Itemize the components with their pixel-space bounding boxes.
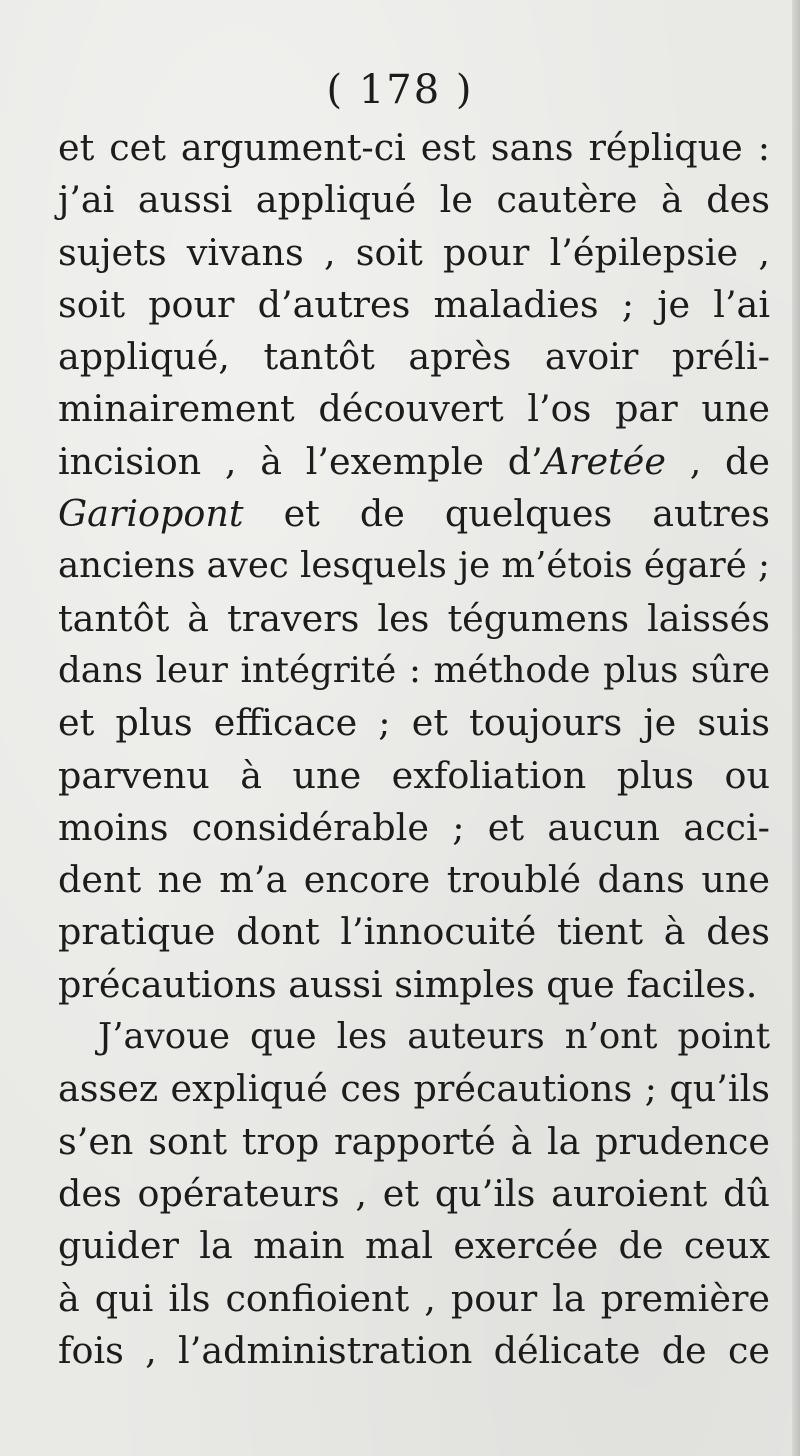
text-run: et plus efficace ; et toujours je suis <box>58 701 770 745</box>
text-run: j’ai aussi appliqué le cautère à des <box>58 178 770 222</box>
text-run: s’en sont trop rapporté à la prudence <box>58 1119 770 1163</box>
text-line <box>58 1220 770 1272</box>
text-line <box>58 1063 770 1115</box>
text-line <box>58 227 770 279</box>
page-edge-shadow <box>792 0 800 1456</box>
text-run: dans leur intégrité : méthode plus sûre <box>58 649 770 691</box>
text-line <box>58 593 770 645</box>
text-run: anciens avec lesquels je m’étois égaré ; <box>58 545 770 587</box>
page-number: ( 178 ) <box>326 67 474 113</box>
text-line <box>58 1273 770 1325</box>
text-run: assez expliqué ces précautions ; qu’ils <box>58 1067 770 1111</box>
body-text <box>58 122 770 1377</box>
text-line <box>58 122 770 174</box>
text-line <box>58 1011 770 1063</box>
text-run: à qui ils confioient , pour la première <box>58 1276 770 1320</box>
text-run: tantôt à travers les tégumens laissés <box>58 596 770 640</box>
text-line <box>58 279 770 331</box>
italic-name: Aretée <box>542 439 666 483</box>
text-line <box>58 750 770 802</box>
text-run: minairement découvert l’os par une <box>58 387 770 431</box>
text-run: parvenu à une exfoliation plus ou <box>58 753 770 797</box>
text-line <box>58 331 770 383</box>
italic-name: Gariopont <box>58 492 244 536</box>
text-run: , de <box>665 439 770 483</box>
text-line <box>58 383 770 435</box>
text-line <box>58 174 770 226</box>
text-run: des opérateurs , et qu’ils auroient dû <box>58 1171 770 1215</box>
text-line <box>58 540 770 592</box>
text-run: et cet argument-ci est sans réplique : <box>58 126 770 169</box>
text-run: et de quelques autres <box>243 492 770 536</box>
text-run: pratique dont l’innocuité tient à des <box>58 910 770 954</box>
text-line <box>58 1116 770 1168</box>
text-run: précautions aussi simples que faciles. <box>58 962 758 1006</box>
text-line <box>58 802 770 854</box>
text-run: appliqué, tantôt après avoir préli- <box>58 335 770 379</box>
text-run: moins considérable ; et aucun acci- <box>58 805 770 849</box>
text-line <box>58 854 770 906</box>
text-line <box>58 697 770 749</box>
text-run: fois , l’administration délicate de ce <box>58 1328 770 1372</box>
text-run: dent ne m’a encore troublé dans une <box>58 858 770 902</box>
text-line <box>58 906 770 958</box>
text-run: soit pour d’autres maladies ; je l’ai <box>58 282 770 326</box>
text-run: incision , à l’exemple d’ <box>58 439 543 483</box>
text-line <box>58 959 770 1011</box>
text-run: J’avoue que les auteurs n’ont point <box>98 1016 770 1058</box>
text-line <box>58 1325 770 1377</box>
text-line <box>58 488 770 540</box>
text-line <box>58 645 770 697</box>
text-run: guider la main mal exercée de ceux <box>58 1224 770 1268</box>
text-run: sujets vivans , soit pour l’épilepsie , <box>58 230 770 274</box>
text-line <box>58 1168 770 1220</box>
text-line <box>58 436 770 488</box>
